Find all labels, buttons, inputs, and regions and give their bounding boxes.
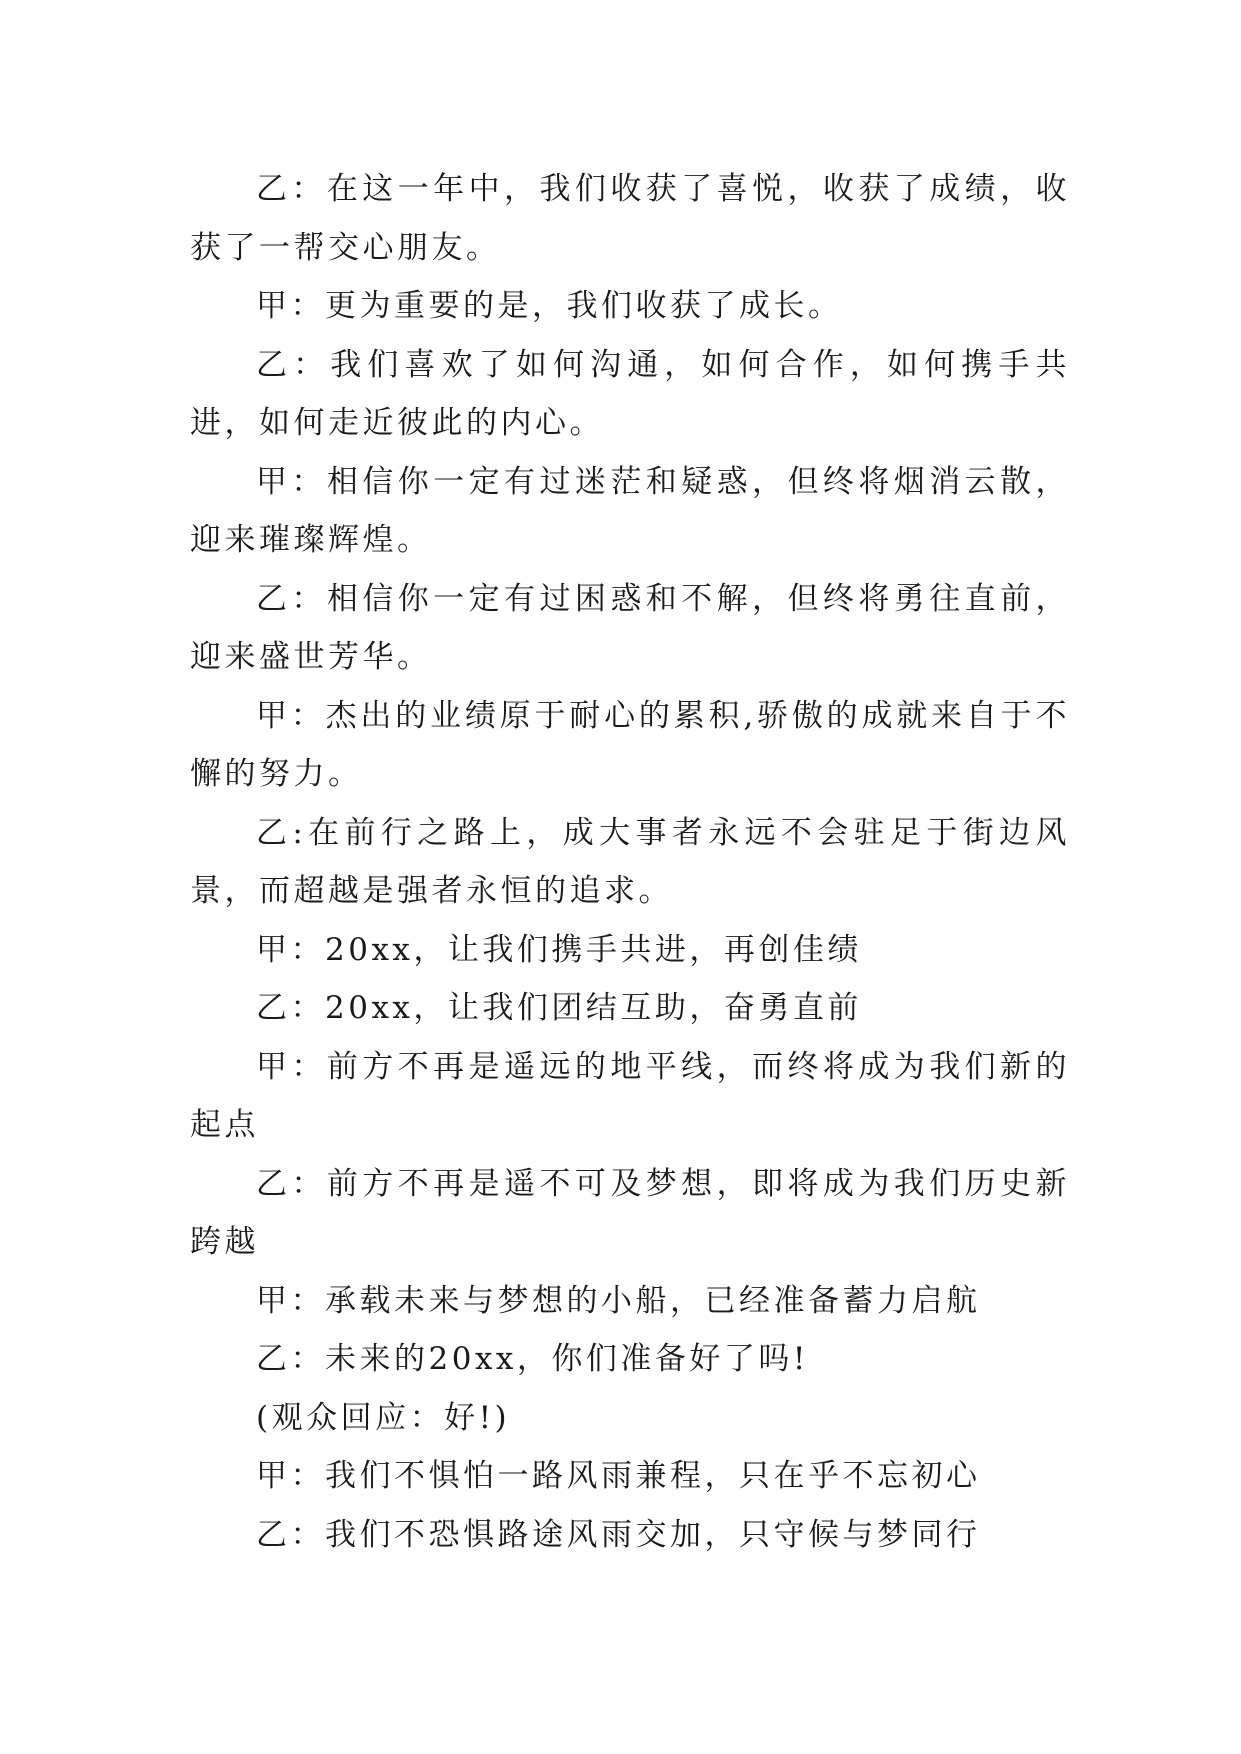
paragraph: 甲：20xx，让我们携手共进，再创佳绩: [256, 931, 862, 968]
paragraph: 甲：我们不惧怕一路风雨兼程，只在乎不忘初心: [256, 1458, 981, 1494]
paragraph: 乙：在这一年中，我们收获了喜悦，收获了成绩，收获了一帮交心朋友。: [190, 171, 1070, 266]
paragraph: 甲：杰出的业绩原于耐心的累积,骄傲的成就来自于不懈的努力。: [190, 697, 1070, 792]
paragraph: 甲：前方不再是遥远的地平线，而终将成为我们新的起点: [190, 1048, 1070, 1143]
paragraph: 甲：相信你一定有过迷茫和疑惑，但终将烟消云散，迎来璀璨辉煌。: [190, 463, 1070, 558]
paragraph: 甲：承载未来与梦想的小船，已经准备蓄力启航: [256, 1282, 981, 1319]
paragraph: 乙：相信你一定有过困惑和不解，但终将勇往直前，迎来盛世芳华。: [190, 580, 1070, 675]
paragraph: 甲：更为重要的是，我们收获了成长。: [256, 288, 843, 324]
paragraph: 乙：我们喜欢了如何沟通，如何合作，如何携手共进，如何走近彼此的内心。: [190, 346, 1070, 441]
document-body: [190, 160, 1070, 1564]
paragraph: 乙：我们不恐惧路途风雨交加，只守候与梦同行: [256, 1516, 981, 1553]
paragraph: 乙：前方不再是遥不可及梦想，即将成为我们历史新跨越: [190, 1165, 1070, 1260]
paragraph: 乙：未来的20xx，你们准备好了吗!: [256, 1341, 809, 1377]
paragraph: (观众回应：好!): [256, 1399, 511, 1436]
paragraph: 乙：20xx，让我们团结互助，奋勇直前: [256, 990, 862, 1026]
paragraph: 乙:在前行之路上，成大事者永远不会驻足于街边风景，而超越是强者永恒的追求。: [190, 814, 1070, 909]
